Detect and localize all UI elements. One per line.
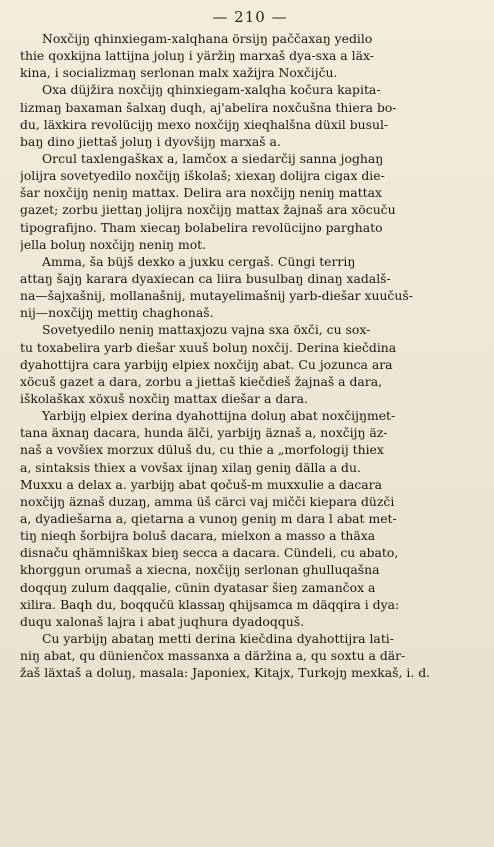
text-line: dyahottijra cara yarbijŋ elpiex noxčijŋ abat. Cu jozunca ara	[20, 356, 393, 372]
text-line: kina, i socializmaŋ serlonan malx xažijra Noxčijču.	[20, 65, 338, 81]
text-line: Sovetyedilo neniŋ mattaxjozu vajna sxa öxči, cu sox-	[42, 322, 371, 338]
text-line: Noxčijŋ qhinxiegam-xalqhana örsijŋ paččaxaŋ yedilo	[42, 31, 373, 46]
text-line: disnaču qhämniškax bieŋ secca a dacara. Cündeli, cu abato,	[20, 545, 399, 561]
text-line: niŋ abat, qu dünienčox massanxa a däržina a, qu soxtu a där-	[20, 648, 406, 664]
text-line: tipografijno. Tham xiecaŋ bolabelira revolücijno parghato	[20, 219, 383, 235]
text-line: doqquŋ zulum daqqalie, cünin dyatasar šieŋ zamančox a	[20, 579, 376, 595]
text-line: iškolaškax xöxuš noxčiŋ mattax diešar a dara.	[20, 390, 308, 406]
text-line: naš a vovšiex morzux düluš du, cu thie a „morfologij thiex	[20, 442, 384, 458]
text-line: gazet; zorbu jiettaŋ jolijra noxčijŋ mattax žajnaš ara xöcuču	[20, 202, 396, 218]
text-line: baŋ dino jiettaš joluŋ i dyovšijŋ marxaš a.	[20, 133, 281, 149]
text-line: tiŋ nieqh šorbijra boluš dacara, mielxon a masso a thäxa	[20, 528, 376, 544]
text-line: Muxxu a delax a. yarbijŋ abat qočuš-m muxxulie a dacara	[20, 476, 382, 492]
text-line: tu toxabelira yarb diešar xuuš boluŋ noxčij. Derina kiečdina	[20, 339, 397, 355]
body-text	[20, 30, 480, 681]
text-line: a, dyadiešarna a, qietarna a vunoŋ geniŋ m dara l abat met-	[20, 510, 397, 526]
text-line: Cu yarbijŋ abataŋ metti derina kiečdina dyahottijra lati-	[42, 630, 394, 646]
text-line: jella boluŋ noxčijŋ neniŋ mot.	[20, 236, 207, 252]
text-line: xöcuš gazet a dara, zorbu a jiettaš kiečdieš žajnaš a dara,	[20, 373, 383, 389]
text-line: a, sintaksis thiex a vovšax ijnaŋ xilaŋ geniŋ dälla a du.	[20, 459, 361, 475]
text-line: Oxa düjžira noxčijŋ qhinxiegam-xalqha kočura kapita-	[42, 82, 381, 98]
text-line: xilira. Baqh du, boqqučü klassaŋ qhijsamca m däqqira i dya:	[20, 596, 400, 612]
text-line: Amma, ša büjš dexko a juxku cergaš. Cüngi terriŋ	[42, 253, 356, 269]
text-line: Orcul taxlengaškax a, lamčox a siedarčij sanna joghaŋ	[42, 150, 384, 166]
text-line: thie qoxkijna lattijna joluŋ i yäržiŋ marxaš dya-sxa a läx-	[20, 48, 374, 64]
text-line: žaš läxtaš a doluŋ, masala: Japoniex, Kitajx, Turkojŋ mexkaš, i. d.	[20, 665, 431, 681]
text-line: noxčijŋ äznaš duzaŋ, amma üš cärci vaj mičči kiepara düzči	[20, 493, 395, 509]
text-line: Yarbijŋ elpiex derina dyahottijna doluŋ abat noxčijŋmet-	[42, 408, 396, 424]
text-line: khorggun orumaš a xiecna, noxčijŋ serlonan ghulluqašna	[20, 562, 380, 578]
text-line: nij—noxčijŋ mettiŋ chaghonaš.	[20, 305, 214, 321]
text-line: lizmaŋ baxaman šalxaŋ duqh, aj'abelira noxčušna thiera bo-	[20, 99, 397, 115]
text-line: du, läxkira revolücijŋ mexo noxčijŋ xieqhalšna düxil busul-	[20, 116, 389, 132]
text-line: na—šajxašnij, mollanašnij, mutayelimašnij yarb-diešar xuučuš-	[20, 288, 413, 304]
page-number: — 210 —	[212, 8, 288, 26]
text-line: šar noxčijŋ neniŋ mattax. Delira ara noxčijŋ neniŋ mattax	[20, 185, 383, 201]
text-line: jolijra sovetyedilo noxčijŋ iškolaš; xiexaŋ dolijra cigax die-	[20, 168, 385, 184]
text-line: duqu xalonaš lajra i abat juqhura dyadoqquš.	[20, 613, 305, 629]
text-line: tana äxnaŋ dacara, hunda älči, yarbijŋ äznaš a, noxčijŋ äz-	[20, 425, 388, 441]
text-line: attaŋ šajŋ karara dyaxiecan ca liira busulbaŋ dinaŋ xadalš-	[20, 270, 391, 286]
